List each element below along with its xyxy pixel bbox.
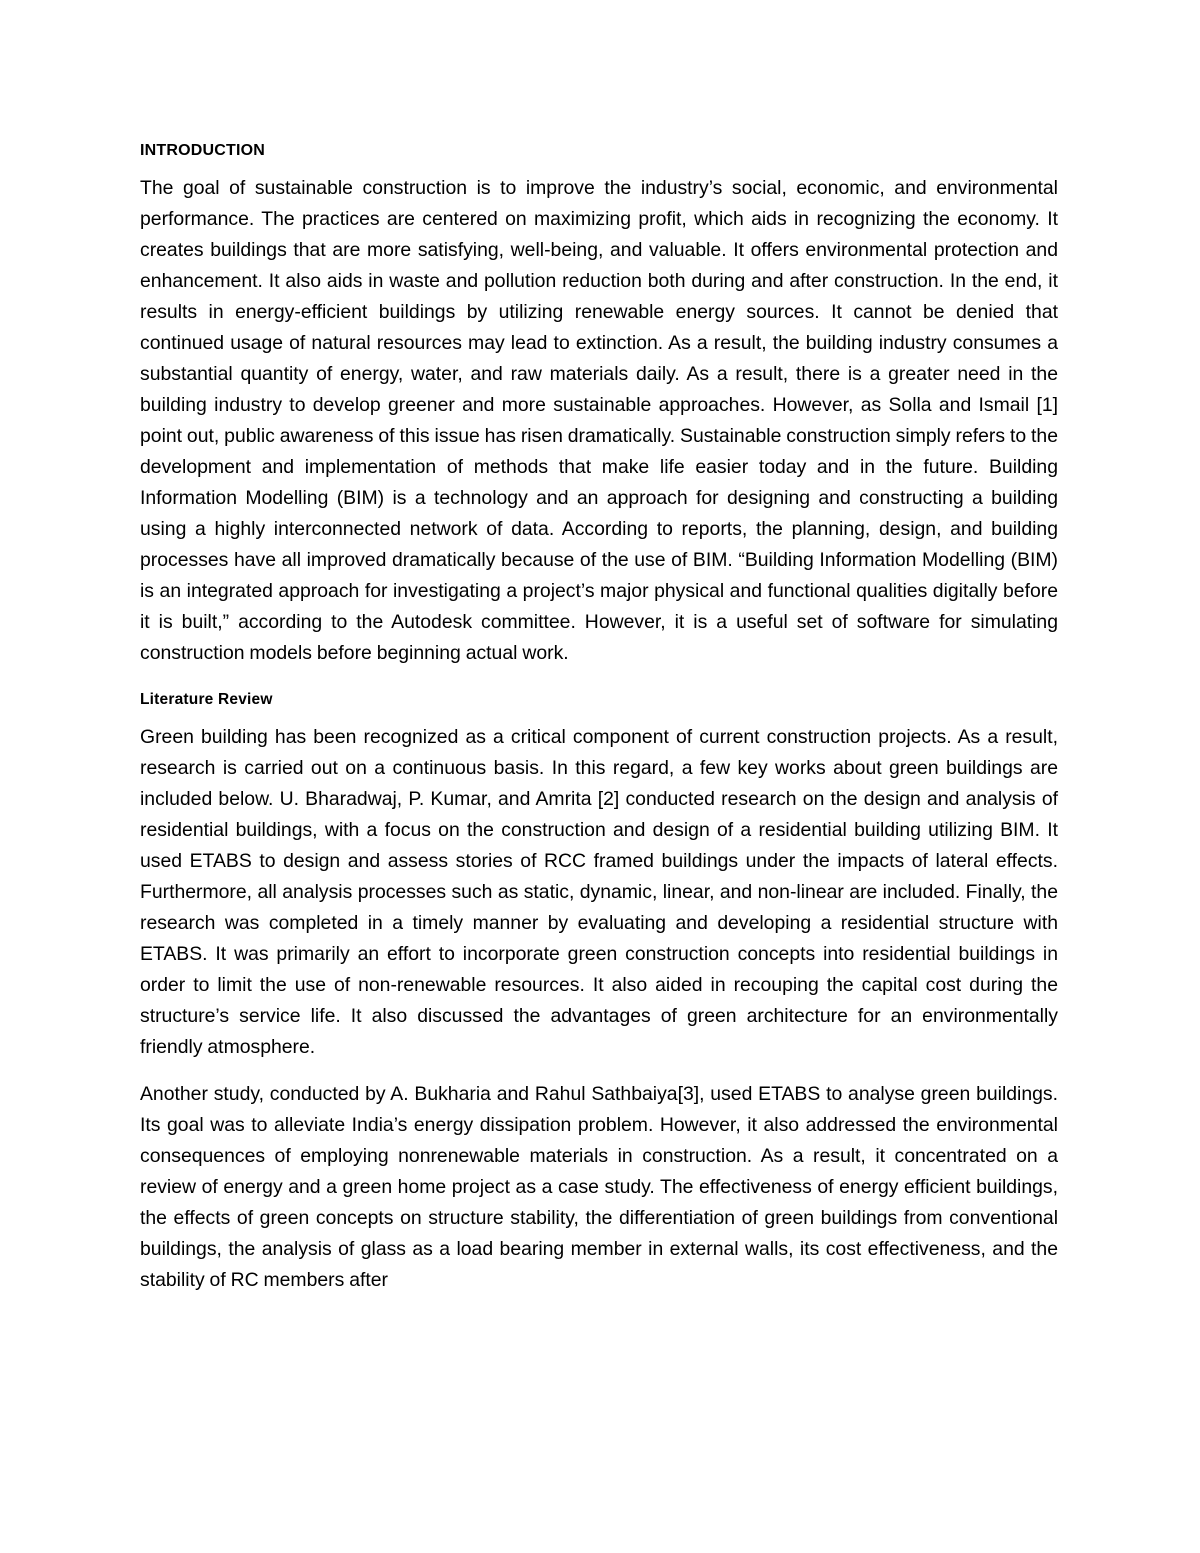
section-heading-literature-review: Literature Review	[140, 691, 273, 708]
introduction-paragraph: The goal of sustainable construction is to improve the industry’s social, economic, and environmental performance. The practices are centered on maximizing profit, which aids in recognizing the economy. It creates buildings that are more satisfying, well-being, and valuable. It offers environmental protection and enhancement. It also aids in waste and pollution reduction both during and after construction. In the end, it results in energy-efficient buildings by utilizing renewable energy sources. It cannot be denied that continued usage of natural resources may lead to extinction. As a result, the building industry consumes a substantial quantity of energy, water, and raw materials daily. As a result, there is a greater need in the building industry to develop greener and more sustainable approaches. However, as Solla and Ismail [1] point out, public awareness of this issue has risen dramatically. Sustainable construction simply refers to the development and implementation of methods that make life easier today and in the future. Building Information Modelling (BIM) is a technology and an approach for designing and constructing a building using a highly interconnected network of data. According to reports, the planning, design, and building processes have all improved dramatically because of the use of BIM. “Building Information Modelling (BIM) is an integrated approach for investigating a project’s major physical and functional qualities digitally before it is built,” according to the Autodesk committee. However, it is a useful set of software for simulating construction models before beginning actual work.	[140, 177, 1058, 664]
literature-paragraph-2: Another study, conducted by A. Bukharia and Rahul Sathbaiya[3], used ETABS to analyse green buildings. Its goal was to alleviate India’s energy dissipation problem. However, it also addressed the environmental consequences of employing nonrenewable materials in construction. As a result, it concentrated on a review of energy and a green home project as a case study. The effectiveness of energy efficient buildings, the effects of green concepts on structure stability, the differentiation of green buildings from conventional buildings, the analysis of glass as a load bearing member in external walls, its cost effectiveness, and the stability of RC members after	[140, 1083, 1058, 1291]
literature-paragraph-1: Green building has been recognized as a critical component of current construction projects. As a result, research is carried out on a continuous basis. In this regard, a few key works about green buildings are included below. U. Bharadwaj, P. Kumar, and Amrita [2] conducted research on the design and analysis of residential buildings, with a focus on the construction and design of a residential building utilizing BIM. It used ETABS to design and assess stories of RCC framed buildings under the impacts of lateral effects. Furthermore, all analysis processes such as static, dynamic, linear, and non-linear are included. Finally, the research was completed in a timely manner by evaluating and developing a residential structure with ETABS. It was primarily an effort to incorporate green construction concepts into residential buildings in order to limit the use of non-renewable resources. It also aided in recouping the capital cost during the structure’s service life. It also discussed the advantages of green architecture for an environmentally friendly atmosphere.	[140, 726, 1058, 1058]
document-page	[140, 142, 1058, 1312]
section-heading-introduction: INTRODUCTION	[140, 142, 266, 159]
